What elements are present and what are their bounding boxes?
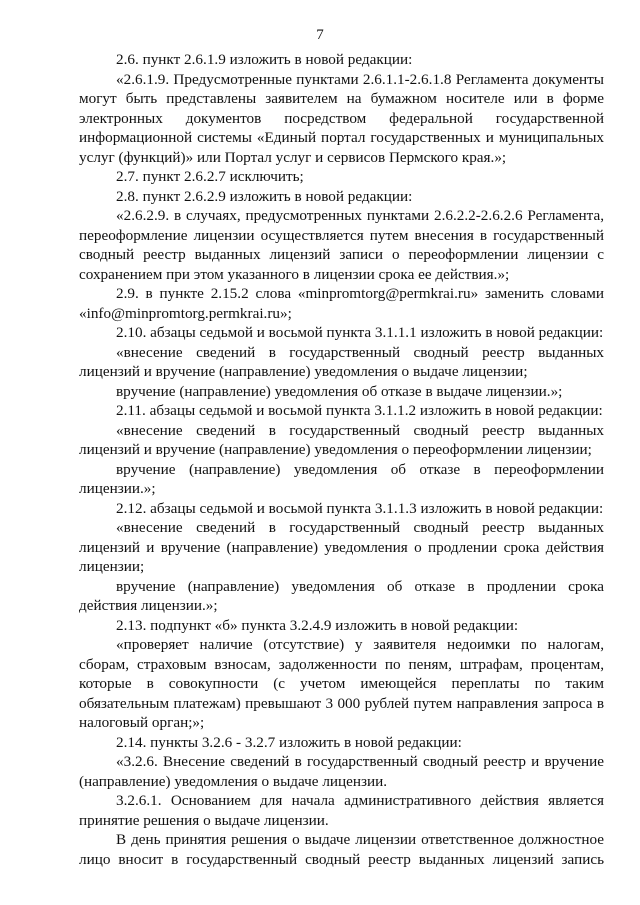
paragraph: 2.12. абзацы седьмой и восьмой пункта 3.1.1.3 изложить в новой редакции: xyxy=(116,499,604,517)
paragraph: «2.6.1.9. Предусмотренные пунктами 2.6.1.1-2.6.1.8 Регламента документы могут быть представлены заявителем на бумажном носителе или в форме электронных документов посредством федеральной государственной информационной системы «Единый портал государственных и муниципальных услуг (функций)» или Портал услуг и сервисов Пермского края.»; xyxy=(79,70,604,166)
paragraph: «проверяет наличие (отсутствие) у заявителя недоимки по налогам, сборам, страховым взносам, задолженности по пеням, штрафам, процентам, которые в совокупности (с учетом имеющейся переплаты по таким обязательным платежам) превышают 3 000 рублей путем направления запроса в налоговый орган;»; xyxy=(79,636,604,731)
paragraph: вручение (направление) уведомления об отказе в переоформлении лицензии.»; xyxy=(79,460,604,497)
paragraph: 2.14. пункты 3.2.6 - 3.2.7 изложить в новой редакции: xyxy=(116,733,462,751)
paragraph: 2.10. абзацы седьмой и восьмой пункта 3.1.1.1 изложить в новой редакции: xyxy=(116,324,604,341)
paragraph: вручение (направление) уведомления об отказе в выдаче лицензии.»; xyxy=(116,382,563,400)
paragraph: 2.11. абзацы седьмой и восьмой пункта 3.1.1.2 изложить в новой редакции: xyxy=(116,402,603,419)
document-body xyxy=(79,50,604,869)
paragraph: вручение (направление) уведомления об отказе в продлении срока действия лицензии.»; xyxy=(79,577,604,614)
paragraph: 2.7. пункт 2.6.2.7 исключить; xyxy=(116,168,304,185)
paragraph: В день принятия решения о выдаче лицензии ответственное должностное лицо вносит в государственный сводный реестр выданных лицензий запись xyxy=(79,831,604,868)
paragraph: 2.8. пункт 2.6.2.9 изложить в новой редакции: xyxy=(116,187,413,205)
paragraph: «внесение сведений в государственный сводный реестр выданных лицензий и вручение (направление) уведомления о продлении срока действия лицензии; xyxy=(79,519,604,575)
paragraph: «3.2.6. Внесение сведений в государственный сводный реестр и вручение (направление) уведомления о выдаче лицензии. xyxy=(79,753,604,790)
paragraph: «внесение сведений в государственный сводный реестр выданных лицензий и вручение (направление) уведомления о переоформлении лицензии; xyxy=(79,421,604,458)
page-number: 7 xyxy=(316,27,324,43)
paragraph: 2.13. подпункт «б» пункта 3.2.4.9 изложить в новой редакции: xyxy=(116,616,519,634)
paragraph: 2.6. пункт 2.6.1.9 изложить в новой редакции: xyxy=(116,51,413,68)
paragraph: «2.6.2.9. в случаях, предусмотренных пунктами 2.6.2.2-2.6.2.6 Регламента, переоформление лицензии осуществляется путем внесения в государственный сводный реестр выданных лицензий записи о переоформлении лицензии с сохранением при этом указанного в лицензии срока ее действия.»; xyxy=(79,207,604,283)
paragraph: «внесение сведений в государственный сводный реестр выданных лицензий и вручение (направление) уведомления о выдаче лицензии; xyxy=(79,343,604,380)
paragraph: 3.2.6.1. Основанием для начала административного действия является принятие решения о выдаче лицензии. xyxy=(79,792,604,829)
paragraph: 2.9. в пункте 2.15.2 слова «minpromtorg@permkrai.ru» заменить словами «info@minpromtorg.permkrai.ru»; xyxy=(79,285,604,322)
